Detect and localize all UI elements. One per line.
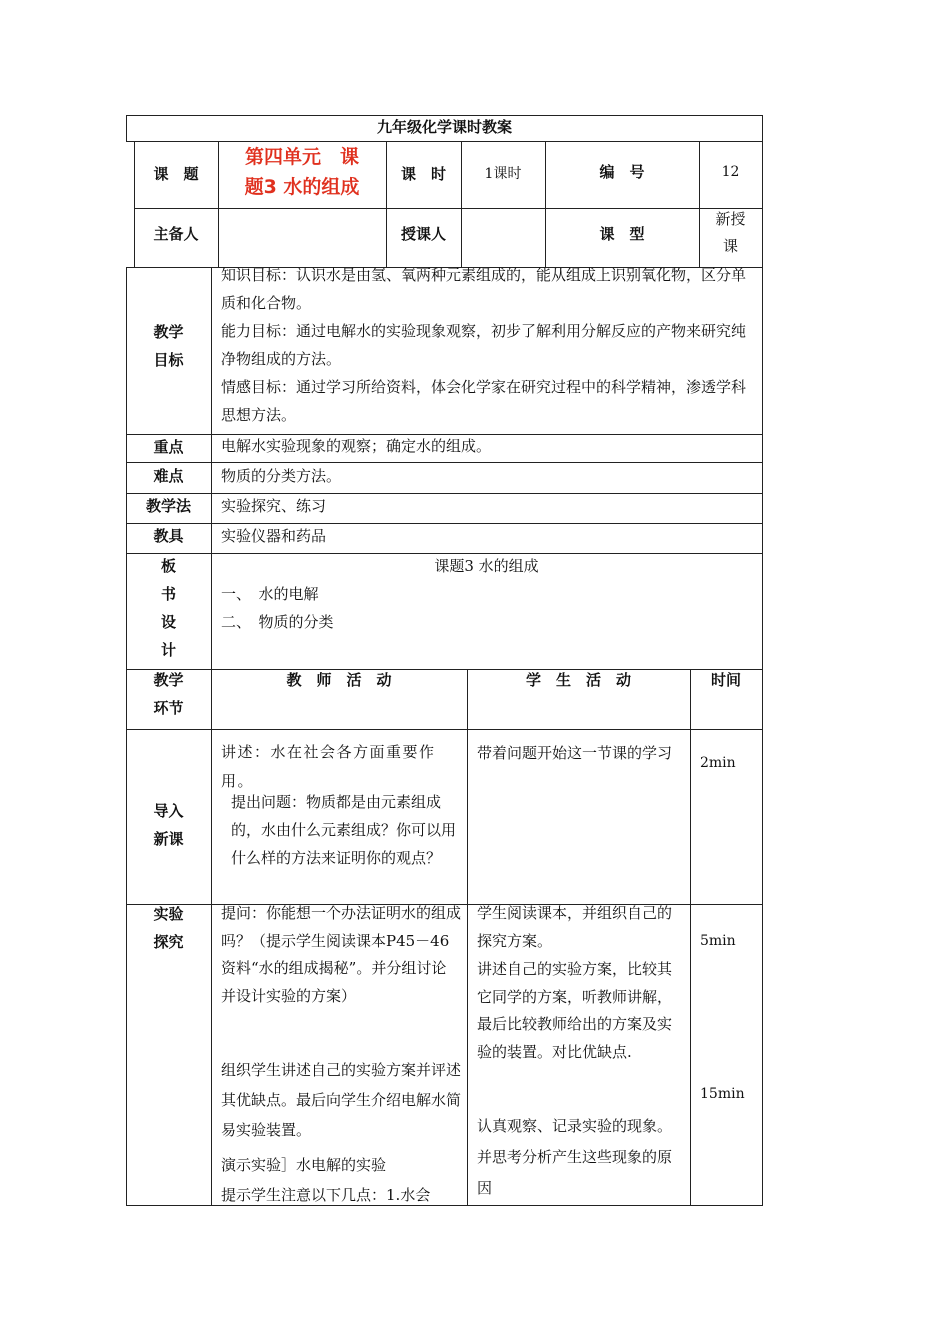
stage-experiment: 实验 探究: [153, 905, 184, 951]
stage-header: 教学 环节: [153, 671, 184, 717]
experiment-teacher-p4: 提示学生注意以下几点：1.水会: [221, 1186, 431, 1204]
document-title: 九年级化学课时教案: [376, 118, 512, 136]
intro-time: 2min: [700, 755, 736, 771]
board-item-1: 一、 水的电解: [221, 585, 319, 603]
number-label: 编 号: [599, 163, 645, 181]
tools-label: 教具: [153, 527, 184, 545]
ability-objective: 能力目标：通过电解水的实验现象观察，初步了解利用分解反应的产物来研究纯净物组成的方法。: [221, 322, 747, 368]
teacher-label: 授课人: [400, 225, 446, 243]
intro-teacher-p1: 讲述：水在社会各方面重要作用。: [221, 743, 436, 790]
board-design-label: 板 书 设 计: [160, 557, 176, 659]
experiment-student-p1: 学生阅读课本，并组织自己的探究方案。: [477, 904, 673, 950]
emotion-objective: 情感目标：通过学习所给资料，体会化学家在研究过程中的科学精神，渗透学科思想方法。: [221, 378, 747, 424]
experiment-teacher-p1: 提问：你能想一个办法证明水的组成吗？（提示学生阅读课本P45－46资料“水的组成揭秘”。并分组讨论并设计实验的方案）: [221, 904, 462, 1005]
intro-student-p1: 带着问题开始这一节课的学习: [477, 744, 673, 762]
time-header: 时间: [710, 671, 741, 689]
objectives-label: 教学 目标: [153, 323, 184, 369]
experiment-time-2: 15min: [700, 1086, 745, 1102]
type-label: 课 型: [599, 225, 645, 243]
topic-label: 课 题: [153, 165, 199, 183]
board-item-2: 二、 物质的分类: [221, 613, 334, 631]
experiment-student-p2: 讲述自己的实验方案，比较其它同学的方案，听教师讲解，最后比较教师给出的方案及实验的装置。对比优缺点.: [477, 960, 673, 1061]
student-activity-header: 学 生 活 动: [525, 671, 631, 689]
tools-value: 实验仪器和药品: [221, 527, 327, 545]
hours-label: 课 时: [400, 165, 446, 183]
teacher-activity-header: 教 师 活 动: [286, 671, 392, 689]
experiment-time-1: 5min: [700, 933, 736, 949]
difficulties-value: 物质的分类方法。: [221, 467, 342, 485]
difficulties-label: 难点: [153, 467, 184, 485]
topic-value: 第四单元 课 题3 水的组成: [244, 146, 360, 198]
board-title: 课题3 水的组成: [434, 557, 539, 575]
method-value: 实验探究、练习: [221, 497, 327, 515]
type-value: 新授 课: [715, 210, 746, 255]
number-value: 12: [721, 164, 740, 180]
experiment-teacher-p3: 演示实验］水电解的实验: [221, 1156, 387, 1174]
key-points-value: 电解水实验现象的观察；确定水的组成。: [221, 437, 492, 455]
preparer-label: 主备人: [153, 225, 199, 243]
hours-value: 1课时: [484, 166, 522, 182]
intro-teacher-p2: 提出问题：物质都是由元素组成的，水由什么元素组成？你可以用什么样的方法来证明你的观点？: [231, 793, 457, 867]
experiment-student-p3: 认真观察、记录实验的现象。并思考分析产生这些现象的原因: [477, 1117, 673, 1197]
key-points-label: 重点: [153, 438, 184, 456]
method-label: 教学法: [145, 497, 191, 515]
experiment-teacher-p2: 组织学生讲述自己的实验方案并评述其优缺点。最后向学生介绍电解水简易实验装置。: [221, 1061, 462, 1139]
knowledge-objective: 知识目标：认识水是由氢、氧两种元素组成的，能从组成上识别氧化物，区分单质和化合物。: [221, 266, 747, 312]
stage-intro: 导入 新课: [153, 802, 184, 848]
